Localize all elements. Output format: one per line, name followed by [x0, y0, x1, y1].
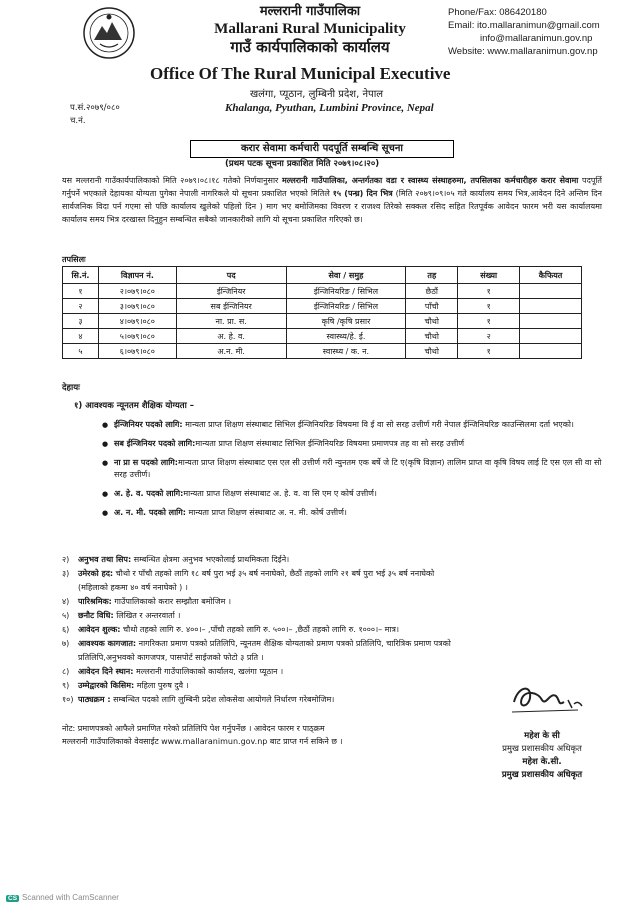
- posts-table: [62, 266, 582, 359]
- qualification-text: मान्यता प्राप्त शिक्षण संस्थाबाट सिभिल ईन्जिनियरिङ विषयमा प्रमाणपत्र तह वा सो सरह उत्तीर्ण: [195, 439, 465, 448]
- cell: पाँचौ: [406, 299, 458, 314]
- item-label: अनुभव तथा सिप:: [78, 555, 132, 564]
- header-titles: [150, 4, 470, 57]
- item-text: मल्लरानी गाउँपालिकाको कार्यालय, खलंगा प्यूठान ।: [133, 667, 284, 676]
- item-label: आवेदन दिने स्थान:: [78, 667, 134, 676]
- item-label: उमेरको हद:: [78, 569, 114, 578]
- cell: ४: [63, 329, 99, 344]
- item-text: लिखित र अन्तरवार्ता ।: [113, 611, 181, 620]
- table-header-row: [63, 267, 582, 284]
- table-row: [63, 314, 582, 329]
- table-row: [63, 344, 582, 359]
- item-continuation: (महिलाको हकमा ४० वर्ष ननाघेको ) ।: [78, 583, 188, 592]
- section-label: देहायः: [62, 383, 80, 393]
- condition-item: [62, 595, 602, 609]
- cell: [520, 299, 582, 314]
- cell: छैठौं: [406, 284, 458, 299]
- item-continuation: प्रतिलिपि,अनुभवको कागजपत्र, पासपोर्ट साईजको फोटो ३ प्रति ।: [78, 653, 264, 662]
- table-row: [63, 299, 582, 314]
- item-number: ९): [62, 681, 70, 690]
- cell: ५: [63, 344, 99, 359]
- col-remarks: कैफियत: [520, 267, 582, 284]
- cell: [520, 314, 582, 329]
- cell: [520, 329, 582, 344]
- table-row: [63, 329, 582, 344]
- item-text: नागरिकता प्रमाण पत्रको प्रतिलिपि, न्यूनतम शैक्षिक योग्यताको प्रमाण पत्रको प्रतिलिपि, चारित्रिक प्रमाण पत्रको: [136, 639, 451, 648]
- item-number: ५): [62, 611, 70, 620]
- qualification-item: [102, 488, 602, 500]
- signatory-title: प्रमुख प्रशासकीय अधिकृत: [502, 744, 582, 754]
- cell: अ. हे. व.: [176, 329, 286, 344]
- stamp-title: प्रमुख प्रशासकीय अधिकृत: [501, 770, 583, 780]
- table-caption: तपसिलः: [62, 255, 86, 264]
- notice-title: करार सेवामा कर्मचारी पदपूर्ति सम्बन्धि सूचना: [190, 140, 454, 158]
- cell: अ.न. मी.: [176, 344, 286, 359]
- notes: [62, 722, 422, 748]
- cell: चौथो: [406, 314, 458, 329]
- website: Website: www.mallaranimun.gov.np: [448, 46, 598, 57]
- camscanner-icon: CS: [8, 895, 18, 902]
- item-number: ७): [62, 639, 70, 648]
- office-name-np: गाउँ कार्यपालिकाको कार्यालय: [230, 38, 390, 56]
- col-ad-no: विज्ञापन नं.: [98, 267, 176, 284]
- ps-number: प.सं.२०७९/०८०: [70, 103, 120, 113]
- item-label: पारिश्रमिक:: [78, 597, 112, 606]
- cell: ३: [63, 314, 99, 329]
- note-line-1: नोट: प्रमाणपत्रको आफैले प्रमाणित गरेको प्रतिलिपि पेश गर्नुपर्नेछ । आवेदन फारम र पाठ्क्रम: [62, 724, 325, 733]
- item-text: महिला पुरुष दुवै ।: [134, 681, 189, 690]
- col-level: तह: [406, 267, 458, 284]
- qualification-label: सब ईन्जिनियर पदको लागि:: [114, 439, 196, 448]
- cell: ५।०७९।०८०: [98, 329, 176, 344]
- item-label: आवेदन शुल्क:: [78, 625, 121, 634]
- body-deadline: १५ (पन्ध्र) दिन भित्र: [332, 189, 393, 198]
- qualification-text: मान्यता प्राप्त शिक्षण संस्थाबाट एस एल सी उत्तीर्ण गरी न्युनतम एक बर्षे जे टि ए(कृषि विज्ञान) तालिम प्राप्त वा कृषि विषय लाई टि एस एल सी वा सो सरह उत्तीर्ण।: [114, 458, 602, 479]
- notice-subtitle: (प्रथम पटक सूचना प्रकाशित मिति २०७९।०८।२०): [225, 159, 380, 169]
- cell: ईन्जिनियरिङ / सिभिल: [286, 284, 406, 299]
- cell: चौथो: [406, 344, 458, 359]
- cell: चौथो: [406, 329, 458, 344]
- cell: १: [63, 284, 99, 299]
- body-part-b: मल्लरानी गाउँपालिका, अन्तर्गतका वडा र स्वास्थ्य संस्थाहरुमा, तपसिलका कर्मचारीहरु करार सेवामा: [281, 176, 579, 185]
- cell: २: [458, 329, 520, 344]
- qualifications-title: १) आवश्यक न्यूनतम शैक्षिक योग्यता –: [74, 401, 195, 411]
- municipality-name-en: Mallarani Rural Municipality: [214, 21, 406, 37]
- email-primary: Email: ito.mallaranimun@gmail.com: [448, 20, 600, 31]
- col-count: संख्या: [458, 267, 520, 284]
- cell: ४।०७९।०८०: [98, 314, 176, 329]
- item-text: सम्बन्धित पदको लागि लुम्बिनी प्रदेश लोकसेवा आयोगले निर्धारण गरेबमोजिम।: [110, 695, 335, 704]
- cell: १: [458, 344, 520, 359]
- cell: ३।०७९।०८०: [98, 299, 176, 314]
- col-sn: सि.नं.: [63, 267, 99, 284]
- item-text: चौथो र पाँचौ तहको लागि १८ बर्ष पुरा भई ३५ बर्ष ननाघेको, छैठौं तहको लागि २१ बर्ष पुरा भई ३५ बर्ष ननाघेको: [113, 569, 435, 578]
- qualification-label: अ. न. मी. पदको लागि:: [114, 508, 186, 517]
- qualification-label: ना प्रा स पदको लागि:: [114, 458, 178, 467]
- condition-item: [62, 637, 602, 651]
- body-part-a: यस मल्लरानी गाउँकार्यपालिकाको मिति २०७९।०८।१८ गतेको निर्णयानुसार: [62, 176, 282, 185]
- scanner-watermark: [6, 893, 119, 902]
- ch-number: च.नं.: [70, 116, 86, 126]
- address-en: Khalanga, Pyuthan, Lumbini Province, Nepal: [225, 102, 434, 114]
- item-label: पाठ्यक्रम :: [78, 695, 111, 704]
- qualification-item: [102, 457, 602, 481]
- cell: सब ईन्जिनियर: [176, 299, 286, 314]
- body-part-c: पदपूर्ति गर्नुपर्ने भएकाले देहायका योग्यता पुगेका नेपाली नागरिकले यो सूचना प्रकाशित भएको मितिले: [62, 176, 602, 198]
- condition-item: [62, 665, 602, 679]
- item-text: चौथो तहको लागि रु. ४००।– ,पाँचौ तहको लागि रु. ५००।– ,छैठौं तहको लागि रु. १०००।– मात्र।: [120, 625, 399, 634]
- item-text: गाउँपालिकाको करार सम्झौता बमोजिम ।: [111, 597, 232, 606]
- note-line-2: मल्लरानी गाउँपालिकाको वेवसाईट www.mallaranimun.gov.np बाट प्राप्त गर्न सकिने छ ।: [62, 737, 343, 746]
- qualification-text: मान्यता प्राप्त शिक्षण संस्थाबाट सिभिल ईन्जिनियरिङ विषयमा वि ई वा सो सरह उत्तीर्ण गरी नेपाल ईन्जिनियरिङ काउन्सिलमा दर्ता भएको।: [182, 420, 574, 429]
- cell: ना. प्रा. स.: [176, 314, 286, 329]
- watermark-text: Scanned with CamScanner: [22, 893, 119, 902]
- signature-icon: [508, 678, 588, 718]
- body-part-e: (मिति २०७९।०९।०५ गते कार्यालय समय भित्र,आवेदन दिने अन्तिम दिन सार्वजनिक विदा पर्न गएमा सो पछि कार्यालय खुलेको पहिलो दिन ) माग भए बमोजिमका विवरण र राजश्व तिरेको सक्कल रसिद सहित रितपूर्वक आवेदन फारम भरी यस कार्यालयमा कार्यालय समय भित्र दरखास्त दिनुहुन सम्बन्धित सबैको जानकारीको लागि यो सूचना प्रकाशित गरिएको छ।: [62, 189, 602, 224]
- stamp-name: महेश के.सी.: [522, 757, 562, 767]
- municipality-emblem-icon: [82, 6, 136, 60]
- address-np: खलंगा, प्यूठान, लुम्बिनी प्रदेश, नेपाल: [250, 89, 384, 100]
- item-number: २): [62, 555, 70, 564]
- cell: ईन्जिनियरिङ / सिभिल: [286, 299, 406, 314]
- cell: ६।०७९।०८०: [98, 344, 176, 359]
- qualification-item: [102, 507, 602, 519]
- email-secondary: info@mallaranimun.gov.np: [480, 33, 593, 44]
- office-name-en: Office Of The Rural Municipal Executive: [150, 64, 451, 83]
- cell: ईन्जिनियर: [176, 284, 286, 299]
- cell: १: [458, 299, 520, 314]
- item-number: ८): [62, 667, 70, 676]
- qualifications-section: [62, 400, 602, 526]
- qualification-item: [102, 419, 602, 431]
- condition-item: [62, 567, 602, 581]
- signatory-block: [472, 730, 612, 782]
- phone-fax: Phone/Fax: 086420180: [448, 7, 547, 18]
- reference-numbers: [70, 102, 120, 128]
- cell: २।०७९।०८०: [98, 284, 176, 299]
- cell: १: [458, 314, 520, 329]
- item-number: ६): [62, 625, 70, 634]
- contact-info: [448, 6, 628, 58]
- item-label: आवश्यक कागजात:: [78, 639, 137, 648]
- condition-item: [62, 609, 602, 623]
- signatory-name: महेश के सी: [524, 731, 560, 741]
- cell: २: [63, 299, 99, 314]
- table-row: [63, 284, 582, 299]
- qualification-label: अ. हे. व. पदको लागि:: [114, 489, 184, 498]
- item-label: उम्मेद्वारको किसिम:: [78, 681, 135, 690]
- cell: कृषि /कृषि प्रसार: [286, 314, 406, 329]
- item-number: १०): [62, 695, 74, 704]
- qualification-text: मान्यता प्राप्त शिक्षण संस्थाबाट अ. न. मी. कोर्ष उत्तीर्ण।: [185, 508, 347, 517]
- item-number: ४): [62, 597, 70, 606]
- item-number: ३): [62, 569, 70, 578]
- qualification-item: [102, 438, 602, 450]
- notice-body: [62, 174, 602, 226]
- qualification-text: मान्यता प्राप्त शिक्षण संस्थाबाट अ. हे. व. वा सि एम ए कोर्ष उत्तीर्ण।: [183, 489, 377, 498]
- municipality-name-np: मल्लरानी गाउँपालिका: [259, 4, 361, 19]
- cell: स्वास्थ्य/हे. ई.: [286, 329, 406, 344]
- col-service: सेवा / समुह: [286, 267, 406, 284]
- condition-item: [62, 553, 602, 567]
- item-text: सम्बन्धित क्षेत्रमा अनुभव भएकोलाई प्राथमिकता दिईने।: [131, 555, 290, 564]
- cell: [520, 284, 582, 299]
- cell: [520, 344, 582, 359]
- col-post: पद: [176, 267, 286, 284]
- cell: १: [458, 284, 520, 299]
- item-label: छनौट विधि:: [78, 611, 114, 620]
- condition-item: [62, 623, 602, 637]
- qualification-label: ईन्जिनियर पदको लागि:: [114, 420, 183, 429]
- cell: स्वास्थ्य / क. न.: [286, 344, 406, 359]
